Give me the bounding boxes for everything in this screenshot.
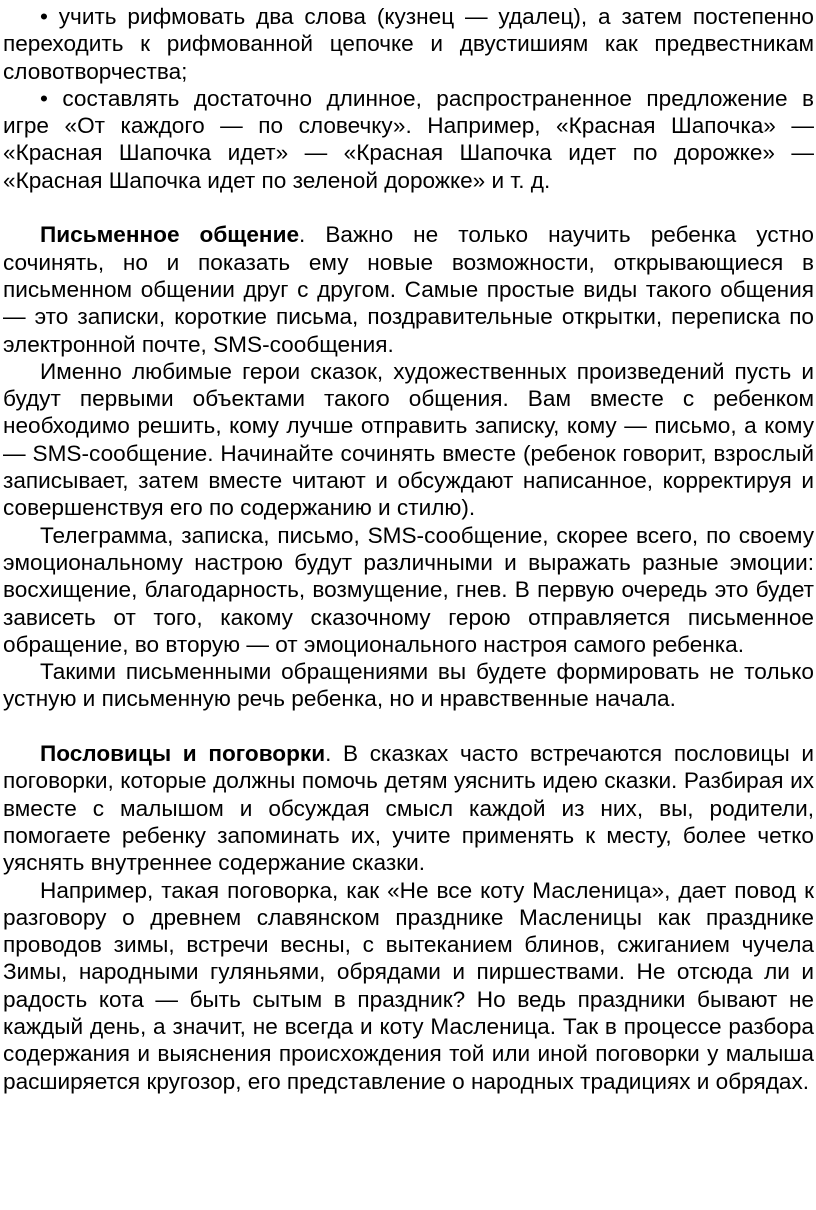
section-intro-text: . В сказках часто встречаются пословицы и поговорки, которые должны помочь детям уяснить идею сказки. Разбирая их вместе с малышом и обсуждая смысл каждой из них, вы, родители, помогаете ребенку запоминать их, учите применять к месту, более четко уяснять внутреннее содержание сказки.: [3, 741, 814, 876]
body-paragraph: Такими письменными обращениями вы будете формировать не только устную и письменную речь ребенка, но и нравственные начала.: [3, 659, 814, 712]
body-paragraph: Именно любимые герои сказок, художественных произведений пусть и будут первыми объектами такого общения. Вам вместе с ребенком необходимо решить, кому лучше отправить записку, кому — письмо, а кому — SMS-сообщение. Начинайте сочинять вместе (ребенок говорит, взрослый записывает, затем вместе читают и обсуждают написанное, корректируя и совершенствуя его по содержанию и стилю).: [3, 358, 814, 521]
section-heading: Пословицы и поговорки: [40, 741, 326, 767]
section-spacer: [3, 194, 814, 221]
section-intro-paragraph: [3, 221, 814, 357]
bullet-item: • учить рифмовать два слова (кузнец — удалец), а затем постепенно переходить к рифмованной цепочке и двустишиям как предвестникам словотворчества;: [3, 4, 814, 84]
bullet-item: • составлять достаточно длинное, распространенное предложение в игре «От каждого — по словечку». Например, «Красная Шапочка» — «Красная Шапочка идет» — «Красная Шапочка идет по дорожке» — «Красная Шапочка идет по зеленой дорожке» и т. д.: [3, 85, 814, 193]
section-spacer: [3, 713, 814, 740]
section-intro-text: . Важно не только научить ребенка устно сочинять, но и показать ему новые возможности, открывающиеся в письменном общении друг с другом. Самые простые виды такого общения — это записки, короткие письма, поздравительные открытки, переписка по электронной почте, SMS-сообщения.: [3, 222, 815, 357]
section-heading: Письменное общение: [40, 222, 300, 248]
body-paragraph: Телеграмма, записка, письмо, SMS-сообщение, скорее всего, по своему эмоциональному настрою будут различными и выражать разные эмоции: восхищение, благодарность, возмущение, гнев. В первую очередь это будет зависеть от того, какому сказочному герою отправляется письменное обращение, во вторую — от эмоционального настроя самого ребенка.: [3, 522, 814, 657]
section-intro-paragraph: [3, 740, 814, 876]
body-paragraph: Например, такая поговорка, как «Не все коту Масленица», дает повод к разговору о древнем славянском празднике Масленицы как празднике проводов зимы, встречи весны, с вытеканием блинов, сжиганием чучела Зимы, народными гуляньями, обрядами и пиршествами. Не отсюда ли и радость кота — быть сытым в праздник? Но ведь праздники бывают не каждый день, а значит, не всегда и коту Масленица. Так в процессе разбора содержания и выяснения происхождения той или иной поговорки у малыша расширяется кругозор, его представление о народных традициях и обрядах.: [3, 877, 814, 1094]
